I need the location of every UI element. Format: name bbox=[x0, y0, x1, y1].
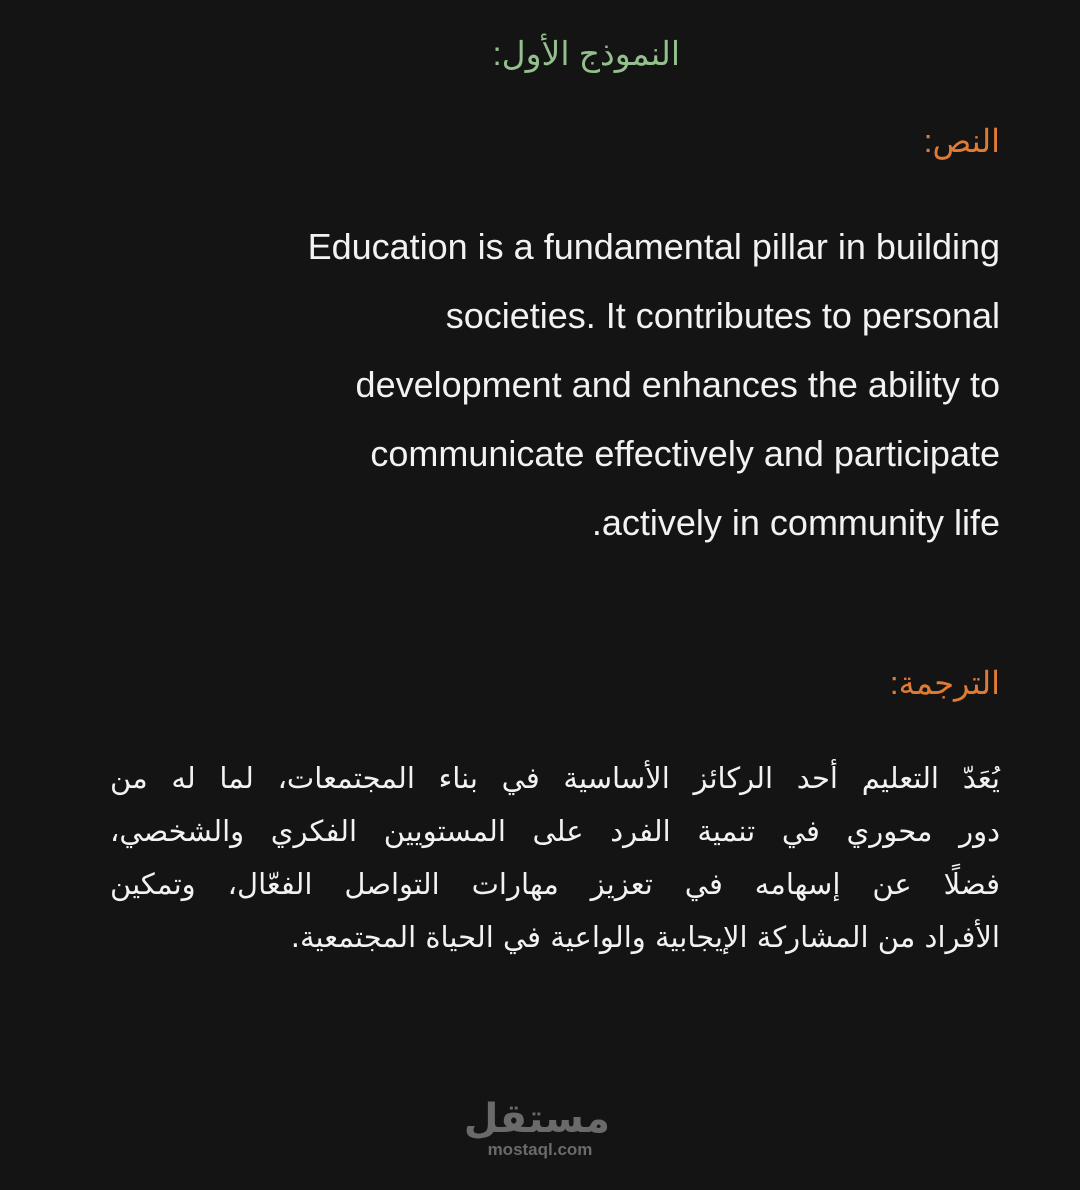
page-title: النموذج الأول: bbox=[492, 35, 680, 72]
translation-heading: الترجمة: bbox=[889, 665, 1000, 701]
english-line: actively in community life. bbox=[591, 502, 1000, 543]
arabic-line: يُعَدّ التعليم أحد الركائز الأساسية في بناء المجتمعات، لما له من bbox=[110, 761, 1000, 795]
arabic-line: فضلًا عن إسهامه في تعزيز مهارات التواصل الفعّال، وتمكين bbox=[110, 867, 1000, 901]
arabic-paragraph bbox=[110, 752, 1000, 964]
english-line: development and enhances the ability to bbox=[355, 364, 1000, 405]
arabic-line: الأفراد من المشاركة الإيجابية والواعية في الحياة المجتمعية. bbox=[290, 920, 1000, 954]
english-line: communicate effectively and participate bbox=[370, 433, 1000, 474]
english-line: Education is a fundamental pillar in building bbox=[307, 226, 1000, 267]
source-text-heading: النص: bbox=[923, 123, 1000, 159]
english-line: societies. It contributes to personal bbox=[445, 295, 1000, 336]
watermark-domain: mostaql.com bbox=[487, 1140, 593, 1159]
watermark-logo-text: مستقل bbox=[463, 1096, 610, 1142]
arabic-line: دور محوري في تنمية الفرد على المستويين الفكري والشخصي، bbox=[110, 814, 1000, 848]
english-paragraph bbox=[100, 212, 1000, 557]
mostaql-watermark bbox=[463, 1096, 610, 1160]
